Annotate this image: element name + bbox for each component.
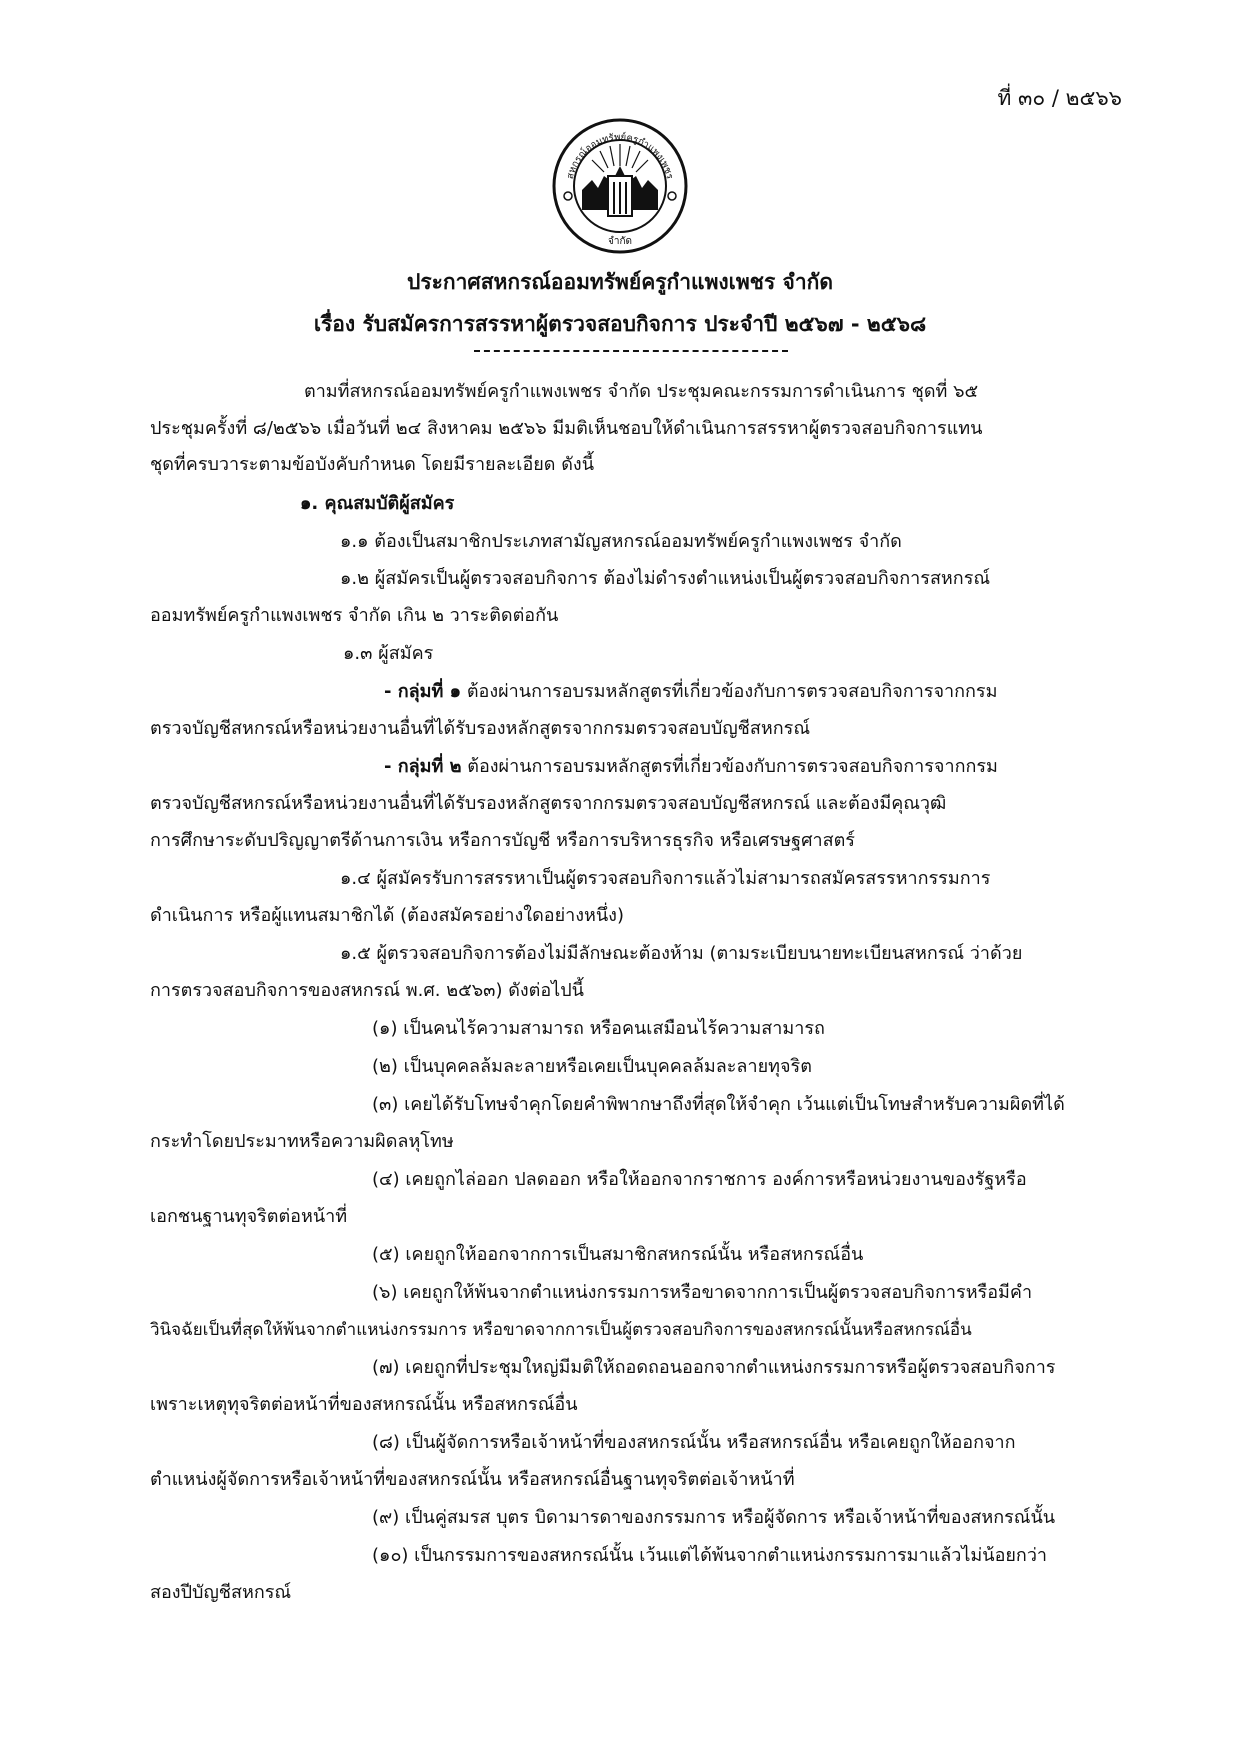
clause-1-5-cont: การตรวจสอบกิจการของสหกรณ์ พ.ศ. ๒๕๖๓) ดังต่อไปนี้ [150, 980, 584, 1001]
prohibition-item: (๕) เคยถูกให้ออกจากการเป็นสมาชิกสหกรณ์นั้น หรือสหกรณ์อื่น [372, 1244, 864, 1265]
prohibition-item: (๔) เคยถูกไล่ออก ปลดออก หรือให้ออกจากราชการ องค์การหรือหน่วยงานของรัฐหรือ [372, 1169, 1027, 1190]
document-number: ที่ ๓๐ / ๒๕๖๖ [997, 86, 1122, 110]
seal-bottom-text: จำกัด [607, 236, 633, 247]
prohibition-item-cont: เอกชนฐานทุจริตต่อหน้าที่ [150, 1206, 348, 1227]
prohibition-item: (๒) เป็นบุคคลล้มละลายหรือเคยเป็นบุคคลล้มละลายทุจริต [372, 1056, 812, 1077]
group-2-cont: การศึกษาระดับปริญญาตรีด้านการเงิน หรือการบัญชี หรือการบริหารธุรกิจ หรือเศรษฐศาสตร์ [150, 830, 855, 851]
prohibition-item-cont: สองปีบัญชีสหกรณ์ [150, 1582, 292, 1603]
group-1-cont: ตรวจบัญชีสหกรณ์หรือหน่วยงานอื่นที่ได้รับรองหลักสูตรจากกรมตรวจสอบบัญชีสหกรณ์ [150, 718, 811, 739]
prohibition-item-cont: วินิจฉัยเป็นที่สุดให้พ้นจากตำแหน่งกรรมการ หรือขาดจากการเป็นผู้ตรวจสอบกิจการของสหกรณ์นั้นหรือสหกรณ์อื่น [150, 1320, 972, 1340]
clause-1-4-cont: ดำเนินการ หรือผู้แทนสมาชิกได้ (ต้องสมัครอย่างใดอย่างหนึ่ง) [150, 905, 624, 926]
prohibition-item: (๖) เคยถูกให้พ้นจากตำแหน่งกรรมการหรือขาดจากการเป็นผู้ตรวจสอบกิจการหรือมีคำ [372, 1282, 1033, 1303]
intro-line: ประชุมครั้งที่ ๘/๒๕๖๖ เมื่อวันที่ ๒๔ สิงหาคม ๒๕๖๖ มีมติเห็นชอบให้ดำเนินการสรรหาผู้ตรวจสอบกิจการแทน [150, 418, 983, 439]
prohibition-item: (๓) เคยได้รับโทษจำคุกโดยคำพิพากษาถึงที่สุดให้จำคุก เว้นแต่เป็นโทษสำหรับความผิดที่ได้ [372, 1094, 1065, 1115]
prohibition-item-cont: กระทำโดยประมาทหรือความผิดลหุโทษ [150, 1131, 454, 1152]
group-2-line [384, 754, 998, 780]
clause-1-2: ๑.๒ ผู้สมัครเป็นผู้ตรวจสอบกิจการ ต้องไม่ดำรงตำแหน่งเป็นผู้ตรวจสอบกิจการสหกรณ์ [340, 568, 991, 589]
group-2-cont: ตรวจบัญชีสหกรณ์หรือหน่วยงานอื่นที่ได้รับรองหลักสูตรจากกรมตรวจสอบบัญชีสหกรณ์ และต้องมีคุณวุฒิ [150, 793, 947, 814]
prohibition-item-cont: ตำแหน่งผู้จัดการหรือเจ้าหน้าที่ของสหกรณ์นั้น หรือสหกรณ์อื่นฐานทุจริตต่อเจ้าหน้าที่ [150, 1469, 795, 1490]
group-1-line [384, 679, 997, 705]
seal-top-text: สหกรณ์ออมทรัพย์ครูกำแพงเพชร [564, 131, 676, 181]
clause-1-1: ๑.๑ ต้องเป็นสมาชิกประเภทสามัญสหกรณ์ออมทรัพย์ครูกำแพงเพชร จำกัด [340, 531, 902, 552]
group-2-text: ต้องผ่านการอบรมหลักสูตรที่เกี่ยวข้องกับการตรวจสอบกิจการจากกรม [461, 756, 998, 777]
prohibition-item: (๑) เป็นคนไร้ความสามารถ หรือคนเสมือนไร้ความสามารถ [372, 1018, 825, 1039]
section-heading-qualifications: ๑. คุณสมบัติผู้สมัคร [300, 493, 455, 514]
prohibition-item: (๗) เคยถูกที่ประชุมใหญ่มีมติให้ถอดถอนออกจากตำแหน่งกรรมการหรือผู้ตรวจสอบกิจการ [372, 1357, 1056, 1378]
announcement-title: ประกาศสหกรณ์ออมทรัพย์ครูกำแพงเพชร จำกัด [407, 270, 833, 294]
prohibition-item-cont: เพราะเหตุทุจริตต่อหน้าที่ของสหกรณ์นั้น หรือสหกรณ์อื่น [150, 1394, 578, 1415]
announcement-subject: เรื่อง รับสมัครการสรรหาผู้ตรวจสอบกิจการ ประจำปี ๒๕๖๗ - ๒๕๖๘ [313, 312, 927, 336]
group-1-text: ต้องผ่านการอบรมหลักสูตรที่เกี่ยวข้องกับการตรวจสอบกิจการจากกรม [461, 681, 998, 702]
group-2-label: - กลุ่มที่ ๒ [384, 756, 462, 777]
intro-line: ตามที่สหกรณ์ออมทรัพย์ครูกำแพงเพชร จำกัด ประชุมคณะกรรมการดำเนินการ ชุดที่ ๖๕ [304, 381, 979, 402]
intro-line: ชุดที่ครบวาระตามข้อบังคับกำหนด โดยมีรายละเอียด ดังนี้ [150, 454, 594, 475]
clause-1-4: ๑.๔ ผู้สมัครรับการสรรหาเป็นผู้ตรวจสอบกิจการแล้วไม่สามารถสมัครสรรหากรรมการ [340, 868, 991, 889]
prohibition-item: (๑๐) เป็นกรรมการของสหกรณ์นั้น เว้นแต่ได้พ้นจากตำแหน่งกรรมการมาแล้วไม่น้อยกว่า [372, 1545, 1048, 1566]
clause-1-5: ๑.๕ ผู้ตรวจสอบกิจการต้องไม่มีลักษณะต้องห้าม (ตามระเบียบนายทะเบียนสหกรณ์ ว่าด้วย [340, 943, 1023, 964]
prohibition-item: (๘) เป็นผู้จัดการหรือเจ้าหน้าที่ของสหกรณ์นั้น หรือสหกรณ์อื่น หรือเคยถูกให้ออกจาก [372, 1432, 1016, 1453]
title-divider [474, 350, 788, 352]
cooperative-seal-logo [552, 118, 688, 254]
prohibition-item: (๙) เป็นคู่สมรส บุตร บิดามารดาของกรรมการ หรือผู้จัดการ หรือเจ้าหน้าที่ของสหกรณ์นั้น [372, 1507, 1056, 1528]
clause-1-2-cont: ออมทรัพย์ครูกำแพงเพชร จำกัด เกิน ๒ วาระติดต่อกัน [150, 605, 559, 626]
clause-1-3: ๑.๓ ผู้สมัคร [343, 643, 434, 664]
group-1-label: - กลุ่มที่ ๑ [384, 681, 462, 702]
